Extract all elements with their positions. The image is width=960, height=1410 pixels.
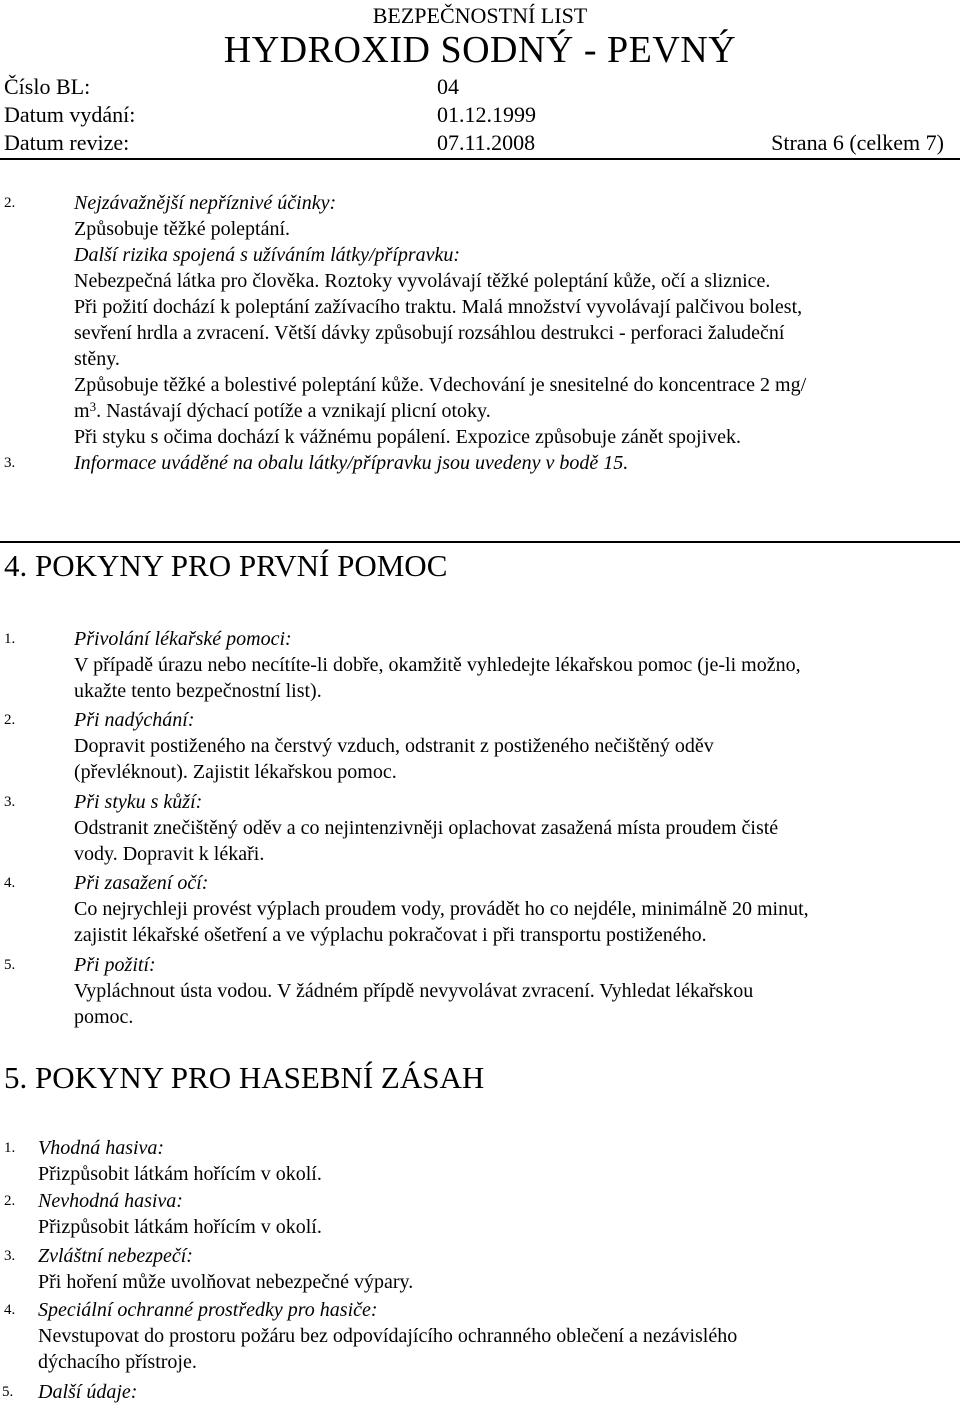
item-number: 4. [4,1302,16,1318]
item-number: 1. [4,631,16,647]
text-line: Při hoření může uvolňovat nebezpečné výpary. [38,1271,414,1293]
item-title: Přivolání lékařské pomoci: [74,628,292,650]
text-line: Přizpůsobit látkám hořícím v okolí. [38,1216,322,1238]
item-number: 5. [4,957,16,973]
item-number: 4. [4,875,16,891]
item-title: Nejzávažnější nepříznivé účinky: [74,192,337,214]
text-line: V případě úrazu nebo necítíte-li dobře, okamžitě vyhledejte lékařskou pomoc (je-li možno, [74,654,801,676]
text-line: vody. Dopravit k lékaři. [74,843,265,865]
item-number: 3. [4,1248,16,1264]
item-title: Při zasažení očí: [74,872,209,894]
text-line: Co nejrychleji provést výplach proudem vody, provádět ho co nejdéle, minimálně 20 minut, [74,898,809,920]
text-continuation: . Nastávají dýchací potíže a vznikají plicní otoky. [96,400,491,422]
item-title: Informace uváděné na obalu látky/přípravku jsou uvedeny v bodě 15. [74,452,629,474]
text-line: zajistit lékařské ošetření a ve výplachu pokračovat i při transportu postiženého. [74,924,707,946]
item-number: 3. [4,794,16,810]
section-divider [0,541,960,543]
text-line: Vypláchnout ústa vodou. V žádném přípdě nevyvolávat zvracení. Vyhledat lékařskou [74,980,754,1002]
item-title: Při styku s kůží: [74,791,203,813]
page-number: Strana 6 (celkem 7) [771,130,944,155]
text-line: ukažte tento bezpečnostní list). [74,680,322,702]
item-number: 2. [4,1193,16,1209]
section-heading-first-aid: 4. POKYNY PRO PRVNÍ POMOC [4,548,448,583]
item-number: 3. [4,455,16,471]
issue-date-label: Datum vydání: [4,102,136,127]
item-title: Speciální ochranné prostředky pro hasiče: [38,1299,378,1321]
text-line: Nebezpečná látka pro člověka. Roztoky vyvolávají těžké poleptání kůže, očí a sliznice. [74,270,771,292]
text-line: Způsobuje těžké a bolestivé poleptání kůže. Vdechování je snesitelné do koncentrace 2 mg/ [74,374,807,396]
text-line: sevření hrdla a zvracení. Větší dávky způsobují rozsáhlou destrukci - perforaci žaludeční [74,322,785,344]
sheet-number-label: Číslo BL: [4,74,91,99]
product-title: HYDROXID SODNÝ - PEVNÝ [223,29,737,71]
text-line: Odstranit znečištěný oděv a co nejintenzivněji oplachovat zasažená místa proudem čisté [74,817,779,839]
item-number: 2. [4,195,16,211]
item-title: Další údaje: [38,1381,138,1403]
text-line: Při styku s očima dochází k vážnému popálení. Expozice způsobuje zánět spojivek. [74,426,742,448]
text-line: pomoc. [74,1006,134,1028]
issue-date-value: 01.12.1999 [437,102,536,127]
text-line: Při požití dochází k poleptání zažívacího traktu. Malá množství vyvolávají palčivou bolest, [74,296,803,318]
subheading: Další rizika spojená s užíváním látky/přípravku: [74,244,461,266]
revision-date-value: 07.11.2008 [437,130,536,155]
section-heading-firefighting: 5. POKYNY PRO HASEBNÍ ZÁSAH [4,1060,485,1095]
item-title: Vhodná hasiva: [38,1137,165,1159]
text-line: Nevstupovat do prostoru požáru bez odpovídajícího ochranného oblečení a nezávislého [38,1325,738,1347]
revision-date-label: Datum revize: [4,130,130,155]
item-number: 5. [2,1384,14,1400]
unit-text: m [74,400,90,422]
item-title: Při požití: [74,954,156,976]
text-line: Dopravit postiženého na čerstvý vzduch, odstranit z postiženého nečištěný oděv [74,735,714,757]
item-title: Při nadýchání: [74,709,195,731]
text-line: (převléknout). Zajistit lékařskou pomoc. [74,761,397,783]
item-title: Zvláštní nebezpečí: [38,1245,193,1267]
text-line: Způsobuje těžké poleptání. [74,218,291,240]
item-title: Nevhodná hasiva: [38,1190,183,1212]
sheet-number-value: 04 [437,74,459,99]
text-line: stěny. [74,348,120,370]
text-line: Přizpůsobit látkám hořícím v okolí. [38,1163,322,1185]
text-line: dýchacího přístroje. [38,1351,197,1373]
header-divider [0,158,960,160]
item-number: 2. [4,712,16,728]
text-line [74,398,491,424]
document-type: BEZPEČNOSTNÍ LIST [372,3,588,28]
unit-superscript: 3 [89,399,97,414]
item-number: 1. [4,1140,16,1156]
